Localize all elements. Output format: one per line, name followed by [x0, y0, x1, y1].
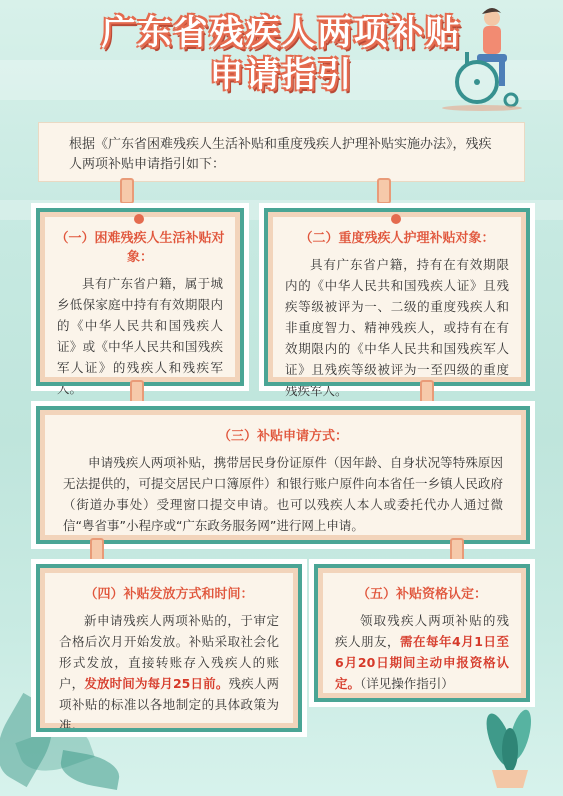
section-1-card [40, 212, 240, 396]
section-5-title: （五）补贴资格认定： [356, 587, 487, 602]
intro-card [38, 122, 525, 182]
title-line-1: 广东省残疾人两项补贴 [101, 13, 462, 53]
hanging-clip [450, 538, 464, 564]
section-1-title: （一）困难残疾人生活补贴对象： [55, 231, 225, 265]
section-1-text: 具有广东省户籍，属于城乡低保家庭中持有有效期限内的《中华人民共和国残疾人证》或《中华人民共和国残疾军人证》的残疾人和残疾军人。 [57, 276, 223, 396]
section-3-card [40, 410, 526, 540]
section-2-title: （二）重度残疾人护理补贴对象： [299, 231, 495, 246]
section-2-text: 具有广东省户籍，持有在有效期限内的《中华人民共和国残疾人证》且残疾等级被评为一、二级的重度残疾人和非重度智力、精神残疾人，或持有在有效期限内的《中华人民共和国残疾军人证》且残疾等级被评为一至四级的重度残疾军人。 [285, 257, 509, 398]
section-3-title: （三）补贴申请方式： [217, 429, 348, 444]
section-5-card [318, 568, 526, 698]
plant-illustration [470, 700, 550, 790]
section-2-card [268, 212, 526, 398]
section-5-highlight: 需在每年4月1日至6月20日期间主动申报资格认定。 [335, 634, 509, 691]
section-5-text-a: 领取残疾人两项补贴的残疾人朋友， [335, 613, 509, 649]
section-4-highlight: 发放时间为每月25日前。 [84, 676, 229, 691]
title-line-2: 申请指引 [209, 55, 354, 95]
section-4-card [40, 568, 298, 733]
hanging-clip [90, 538, 104, 564]
hanging-clip [130, 380, 144, 406]
section-5-text [323, 610, 521, 694]
pin-icon [134, 214, 144, 224]
intro-text: 根据《广东省困难残疾人生活补贴和重度残疾人护理补贴实施办法》，残疾人两项补贴申请指引如下： [69, 137, 492, 172]
section-3-text: 申请残疾人两项补贴，携带居民身份证原件（因年龄、自身状况等特殊原因无法提供的，可提交居民户口簿原件）和银行账户原件向本省任一乡镇人民政府（街道办事处）受理窗口提交申请。也可以残疾人本人或委托代办人通过微信“粤省事”小程序或“广东政务服务网”进行网上申请。 [63, 455, 503, 533]
section-4-text-b: 残疾人两项补贴的标准以各地制定的具体政策为准。 [59, 676, 279, 733]
section-4-text-a: 新申请残疾人两项补贴的，于审定合格后次月开始发放。补贴采取社会化形式发放，直接转账存入残疾人的账户， [59, 613, 279, 691]
section-4-title: （四）补贴发放方式和时间： [84, 587, 254, 602]
wheelchair-person-illustration [437, 4, 527, 112]
hanging-clip [377, 178, 391, 204]
hanging-clip [420, 380, 434, 406]
section-4-text [45, 610, 293, 736]
pin-icon [391, 214, 401, 224]
section-5-text-b: （详见操作指引） [360, 676, 454, 691]
hanging-clip [120, 178, 134, 204]
leaf-decoration [58, 750, 122, 790]
